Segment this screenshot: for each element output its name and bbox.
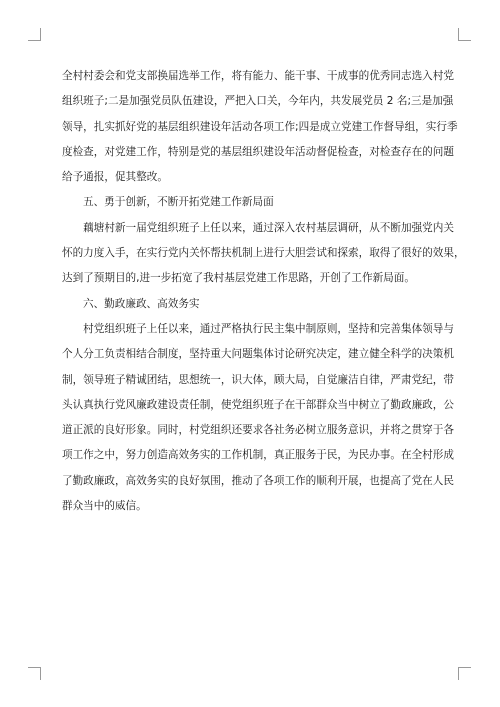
text-line: 道正派的良好形象。同时，村党组织还要求各社务必树立服务意识，并将之贯穿于各 [62,424,454,437]
crop-mark-bottom-right [458,667,471,680]
text-line: 领导，扎实抓好党的基层组织建设年活动各项工作;四是成立党建工作督导组，实行季 [62,120,458,133]
text-line: 了勤政廉政，高效务实的良好氛围，推动了各项工作的顺利开展，也提高了党在人民 [62,474,454,487]
crop-mark-top-left [28,28,41,41]
document-body [62,64,465,519]
crop-mark-top-right [458,28,471,41]
paragraph-party-building-measures [62,64,458,190]
text-line: 组织班子;二是加强党员队伍建设，严把入口关，今年内，共发展党员 2 名;三是加强 [62,95,454,108]
section-heading-integrity: 六、勤政廉政、高效务实 [83,297,200,310]
text-line: 度检查，对党建工作，特别是党的基层组织建设年活动督促检查，对检查存在的问题 [62,145,454,158]
text-line: 个人分工负责相结合制度，坚持重大问题集体讨论研究决定，建立健全科学的决策机 [62,348,454,361]
section-heading-innovation: 五、勇于创新，不断开拓党建工作新局面 [83,196,274,209]
text-line: 达到了预期目的,进一步拓宽了我村基层党建工作思路，开创了工作新局面。 [62,272,415,285]
text-line: 给予通报，促其整改。 [62,171,168,184]
text-line: 村党组织班子上任以来，通过严格执行民主集中制原则，坚持和完善集体领导与 [62,322,454,335]
paragraph-integrity [62,317,454,519]
text-line: 群众当中的威信。 [62,500,147,513]
text-line: 全村村委会和党支部换届选举工作，将有能力、能干事、干成事的优秀同志选入村党 [62,70,454,82]
text-line: 项工作之中，努力创造高效务实的工作机制，真正服务于民，为民办事。在全村形成 [62,449,454,462]
crop-mark-bottom-left [28,667,41,680]
text-line: 怀的力度入手，在实行党内关怀帮扶机制上进行大胆尝试和探索，取得了很好的效果， [62,247,465,260]
text-line: 头认真执行党风廉政建设责任制，使党组织班子在干部群众当中树立了勤政廉政，公 [62,398,454,411]
text-line: 藕塘村新一届党组织班子上任以来，通过深入农村基层调研，从不断加强党内关 [62,221,454,234]
paragraph-innovation [62,216,465,292]
text-line: 制，领导班子精诚团结，思想统一，识大体，顾大局，自觉廉洁自律，严肃党纪，带 [62,373,454,386]
